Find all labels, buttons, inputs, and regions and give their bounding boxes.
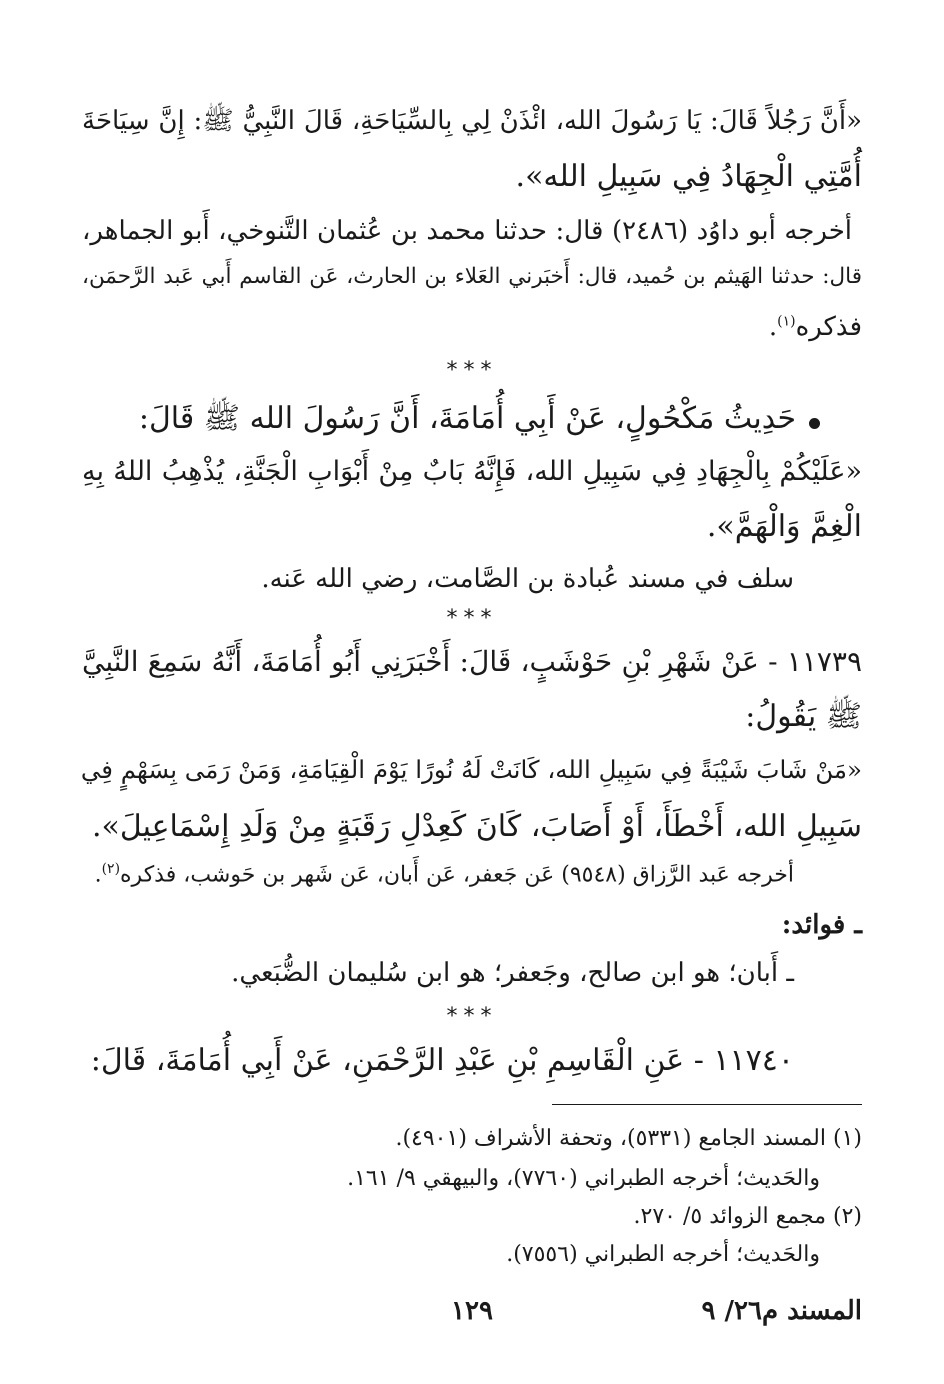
hadith-text-line: الْغِمَّ وَالْهَمَّ». <box>706 509 862 544</box>
volume-signature: المسند م٢٦/ ٩ <box>701 1296 862 1326</box>
hadith-text-line: «عَلَيْكُمْ بِالْجِهَادِ فِي سَبِيلِ الله، فَإِنَّهُ بَابٌ مِنْ أَبْوَابِ الْجَنَّةِ، يُذْهِبُ اللهُ بِهِ <box>82 456 862 487</box>
takhrij-text: أخرجه عَبد الرَّزاق (٩٥٤٨) عَن جَعفر، عَن أَبان، عَن شَهر بن حَوشب، فذكره <box>120 862 794 888</box>
cross-reference: سلف في مسند عُبادة بن الصَّامت، رضي الله عَنه. <box>261 564 794 594</box>
section-separator: *** <box>446 1004 498 1029</box>
takhrij-line: فذكره$^{(١)}$. <box>768 312 862 342</box>
hadith-heading: حَدِيثُ مَكْحُولٍ، عَنْ أَبِي أُمَامَةَ، أَنَّ رَسُولَ الله ﷺ قَالَ: <box>138 401 796 436</box>
section-separator: *** <box>446 606 498 631</box>
hadith-text-line: أُمَّتِي الْجِهَادُ فِي سَبِيلِ الله». <box>515 159 862 194</box>
footnote-ref: (٢) <box>101 861 121 877</box>
hadith-text-line: سَبِيلِ الله، أَخْطَأَ، أَوْ أَصَابَ، كَانَ كَعِدْلِ رَقَبَةٍ مِنْ وَلَدِ إِسْمَاعِيلَ». <box>91 809 862 844</box>
hadith-text-line: «مَنْ شَابَ شَيْبَةً فِي سَبِيلِ الله، كَانَتْ لَهُ نُورًا يَوْمَ الْقِيَامَةِ، وَمَنْ رَمَى بِسَهْمٍ فِي <box>80 755 862 784</box>
footnote-ref: (١) <box>777 313 796 330</box>
footnote-divider <box>552 1104 862 1105</box>
hadith-heading: ١١٧٤٠ - عَنِ الْقَاسِمِ بْنِ عَبْدِ الرَّحْمَنِ، عَنْ أَبِي أُمَامَةَ، قَالَ: <box>90 1043 794 1078</box>
benefits-text: ـ أَبان؛ هو ابن صالح، وجَعفر؛ هو ابن سُليمان الضُّبَعي. <box>231 958 794 988</box>
page-number: ١٢٩ <box>451 1296 493 1326</box>
takhrij-line: قال: حدثنا الهَيثم بن حُميد، قال: أَخبَرني العَلاء بن الحارث، عَن القاسم أَبي عَبد الرَّحمَن، <box>82 264 862 289</box>
footnote: والحَديث؛ أخرجه الطبراني (٧٧٦٠)، والبيهقي ٩/ ١٦١. <box>347 1166 820 1191</box>
footnote: والحَديث؛ أخرجه الطبراني (٧٥٥٦). <box>506 1242 820 1267</box>
benefits-heading: ـ فوائد: <box>781 910 862 940</box>
footnote: (٢) مجمع الزوائد ٥/ ٢٧٠. <box>633 1204 862 1229</box>
hadith-heading: ﷺ يَقُولُ: <box>745 699 862 734</box>
section-separator: *** <box>446 358 498 383</box>
bullet-icon <box>809 418 820 429</box>
footnote: (١) المسند الجامع (٥٣٣١)، وتحفة الأشراف (٤٩٠١). <box>395 1126 862 1151</box>
takhrij-line: أخرجه عَبد الرَّزاق (٩٥٤٨) عَن جَعفر، عَن أَبان، عَن شَهر بن حَوشب، فذكره$^{(٢)}$. <box>94 861 794 888</box>
takhrij-text: فذكره <box>795 312 862 342</box>
hadith-text-line: «أَنَّ رَجُلاً قَالَ: يَا رَسُولَ الله، ائْذَنْ لِي بِالسِّيَاحَةِ، قَالَ النَّبِيُّ ﷺ: إِنَّ سِيَاحَةَ <box>82 106 862 136</box>
hadith-heading: ١١٧٣٩ - عَنْ شَهْرِ بْنِ حَوْشَبٍ، قَالَ: أَخْبَرَنِي أَبُو أُمَامَةَ، أَنَّهُ سَمِعَ النَّبِيَّ <box>82 645 862 678</box>
takhrij-line: أخرجه أبو داوُد (٢٤٨٦) قال: حدثنا محمد بن عُثمان التَّنوخي، أَبو الجماهر، <box>82 216 852 246</box>
